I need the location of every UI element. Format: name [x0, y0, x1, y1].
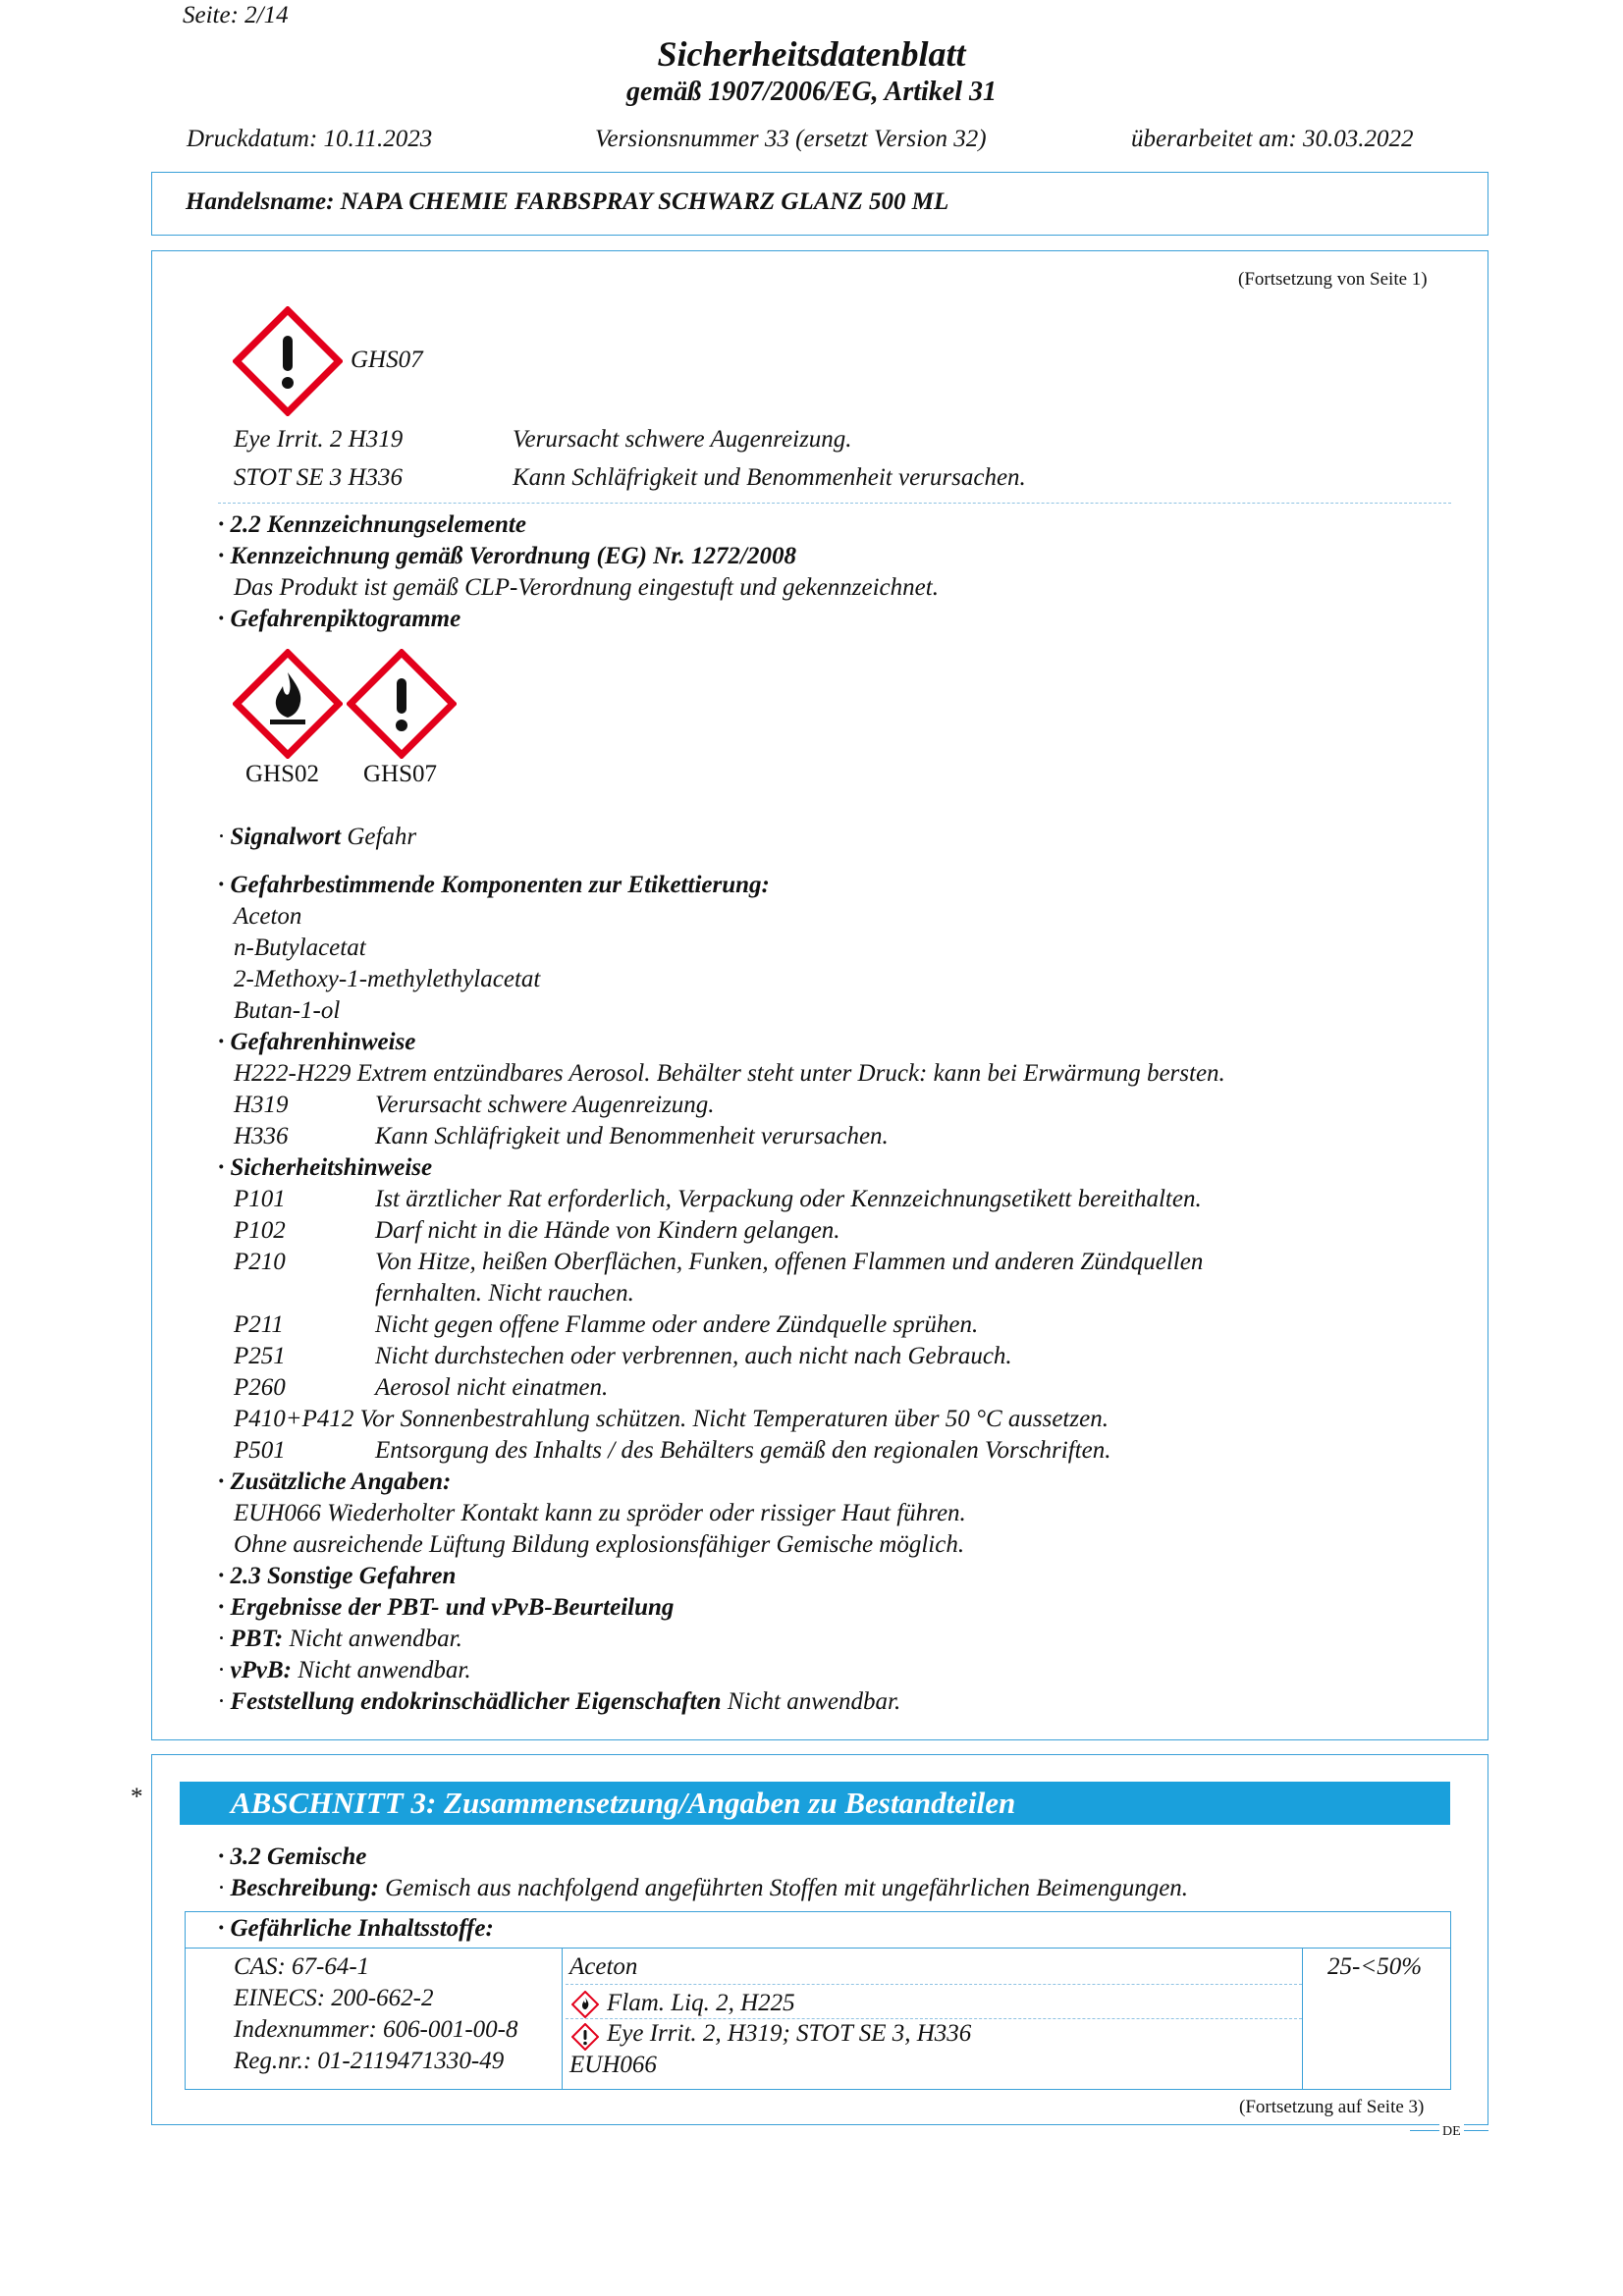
ingredient-name: Aceton	[569, 1953, 638, 1980]
exclamation-diamond-icon	[233, 306, 343, 416]
components-heading: · Gefahrbestimmende Komponenten zur Etikettierung:	[218, 872, 770, 898]
exclamation-diamond-icon	[347, 649, 457, 759]
mixture-description: · Beschreibung: Gemisch aus nachfolgend angeführten Stoffen mit ungefährlichen Beimengungen.	[218, 1875, 1189, 1901]
component-item: Butan-1-ol	[234, 997, 341, 1024]
mixture-heading: · 3.2 Gemische	[218, 1843, 367, 1870]
ingredient-classification: EUH066	[569, 2052, 657, 2078]
print-date: Druckdatum: 10.11.2023	[187, 126, 433, 152]
hazard-code: H319	[234, 1092, 289, 1118]
section-band: ABSCHNITT 3: Zusammensetzung/Angaben zu Bestandteilen	[180, 1782, 1450, 1825]
document-subtitle: gemäß 1907/2006/EG, Artikel 31	[626, 77, 997, 107]
component-item: 2-Methoxy-1-methylethylacetat	[234, 966, 541, 992]
signal-word: · Signalwort Gefahr	[218, 824, 417, 850]
extra-item: Ohne ausreichende Lüftung Bildung explosionsfähiger Gemische möglich.	[234, 1531, 965, 1558]
ingredient-id: Indexnummer: 606-001-00-8	[234, 2016, 518, 2043]
table-divider	[185, 1948, 1451, 1949]
precaution-text: Entsorgung des Inhalts / des Behälters gemäß den regionalen Vorschriften.	[375, 1437, 1111, 1464]
ingredient-id: EINECS: 200-662-2	[234, 1985, 434, 2011]
ingredient-concentration: 25-<50%	[1327, 1953, 1423, 1980]
component-item: n-Butylacetat	[234, 934, 366, 961]
divider	[218, 503, 1451, 504]
section-heading: · 2.2 Kennzeichnungselemente	[218, 511, 526, 538]
exclamation-diamond-icon	[571, 2023, 599, 2051]
pictogram-label: GHS07	[363, 761, 438, 787]
precaution-heading: · Sicherheitshinweise	[218, 1154, 433, 1181]
pictogram-label: GHS02	[245, 761, 320, 787]
classification-text: Kann Schläfrigkeit und Benommenheit verursachen.	[513, 464, 1026, 491]
trade-name: Handelsname: NAPA CHEMIE FARBSPRAY SCHWARZ GLANZ 500 ML	[186, 188, 949, 215]
table-divider	[1302, 1948, 1303, 2090]
precaution-code: P102	[234, 1217, 286, 1244]
trade-name-box	[151, 172, 1488, 236]
revision-date: überarbeitet am: 30.03.2022	[1131, 126, 1414, 152]
continued-to: (Fortsetzung auf Seite 3)	[1239, 2097, 1425, 2117]
precaution-text: fernhalten. Nicht rauchen.	[375, 1280, 634, 1307]
regulation-text: Das Produkt ist gemäß CLP-Verordnung eingestuft und gekennzeichnet.	[234, 574, 939, 601]
regulation-heading: · Kennzeichnung gemäß Verordnung (EG) Nr. 1272/2008	[218, 543, 797, 569]
classification-text: Verursacht schwere Augenreizung.	[513, 426, 852, 453]
flame-diamond-icon	[571, 1991, 599, 2018]
table-divider	[562, 1948, 563, 2090]
section-heading: · 2.3 Sonstige Gefahren	[218, 1563, 457, 1589]
extra-heading: · Zusätzliche Angaben:	[218, 1468, 452, 1495]
precaution-text: Von Hitze, heißen Oberflächen, Funken, offenen Flammen und anderen Zündquellen	[375, 1249, 1204, 1275]
ingredient-id: CAS: 67-64-1	[234, 1953, 370, 1980]
ingredient-classification: Flam. Liq. 2, H225	[607, 1990, 795, 2016]
precaution-code: P210	[234, 1249, 286, 1275]
hazard-heading: · Gefahrenhinweise	[218, 1029, 416, 1055]
classification-code: Eye Irrit. 2 H319	[234, 426, 404, 453]
hazard-text: Verursacht schwere Augenreizung.	[375, 1092, 715, 1118]
ingredient-classification: Eye Irrit. 2, H319; STOT SE 3, H336	[607, 2020, 972, 2047]
precaution-code: P101	[234, 1186, 286, 1212]
divider	[566, 1984, 1302, 1985]
vpvb-line: · vPvB: Nicht anwendbar.	[218, 1657, 471, 1683]
precaution-code: P211	[234, 1311, 284, 1338]
hazard-text: Kann Schläfrigkeit und Benommenheit verursachen.	[375, 1123, 889, 1149]
version-number: Versionsnummer 33 (ersetzt Version 32)	[595, 126, 987, 152]
precaution-text: Nicht gegen offene Flamme oder andere Zündquelle sprühen.	[375, 1311, 979, 1338]
precaution-text: Aerosol nicht einatmen.	[375, 1374, 609, 1401]
precaution-statement: P410+P412 Vor Sonnenbestrahlung schützen. Nicht Temperaturen über 50 °C aussetzen.	[234, 1406, 1109, 1432]
component-item: Aceton	[234, 903, 302, 930]
table-heading: · Gefährliche Inhaltsstoffe:	[218, 1915, 494, 1942]
extra-item: EUH066 Wiederholter Kontakt kann zu spröder oder rissiger Haut führen.	[234, 1500, 966, 1526]
precaution-text: Nicht durchstechen oder verbrennen, auch nicht nach Gebrauch.	[375, 1343, 1012, 1369]
pbt-heading: · Ergebnisse der PBT- und vPvB-Beurteilung	[218, 1594, 675, 1621]
precaution-code: P260	[234, 1374, 286, 1401]
endocrine-line: · Feststellung endokrinschädlicher Eigenschaften Nicht anwendbar.	[218, 1688, 901, 1715]
ingredient-id: Reg.nr.: 01-2119471330-49	[234, 2048, 505, 2074]
precaution-text: Ist ärztlicher Rat erforderlich, Verpackung oder Kennzeichnungsetikett bereithalten.	[375, 1186, 1202, 1212]
classification-code: STOT SE 3 H336	[234, 464, 404, 491]
precaution-text: Darf nicht in die Hände von Kindern gelangen.	[375, 1217, 840, 1244]
pictogram-heading: · Gefahrenpiktogramme	[218, 606, 461, 632]
precaution-code: P251	[234, 1343, 286, 1369]
continued-from: (Fortsetzung von Seite 1)	[1238, 269, 1428, 290]
pbt-line: · PBT: Nicht anwendbar.	[218, 1626, 462, 1652]
language-code: DE	[1439, 2117, 1464, 2147]
precaution-code: P501	[234, 1437, 286, 1464]
flame-diamond-icon	[233, 649, 343, 759]
document-title: Sicherheitsdatenblatt	[657, 34, 966, 74]
hazard-code: H336	[234, 1123, 289, 1149]
page-number: Seite: 2/14	[183, 2, 289, 28]
hazard-statement: H222-H229 Extrem entzündbares Aerosol. Behälter steht unter Druck: kann bei Erwärmung bersten.	[234, 1060, 1225, 1087]
change-marker: *	[131, 1784, 143, 1810]
pictogram-label: GHS07	[351, 347, 423, 373]
